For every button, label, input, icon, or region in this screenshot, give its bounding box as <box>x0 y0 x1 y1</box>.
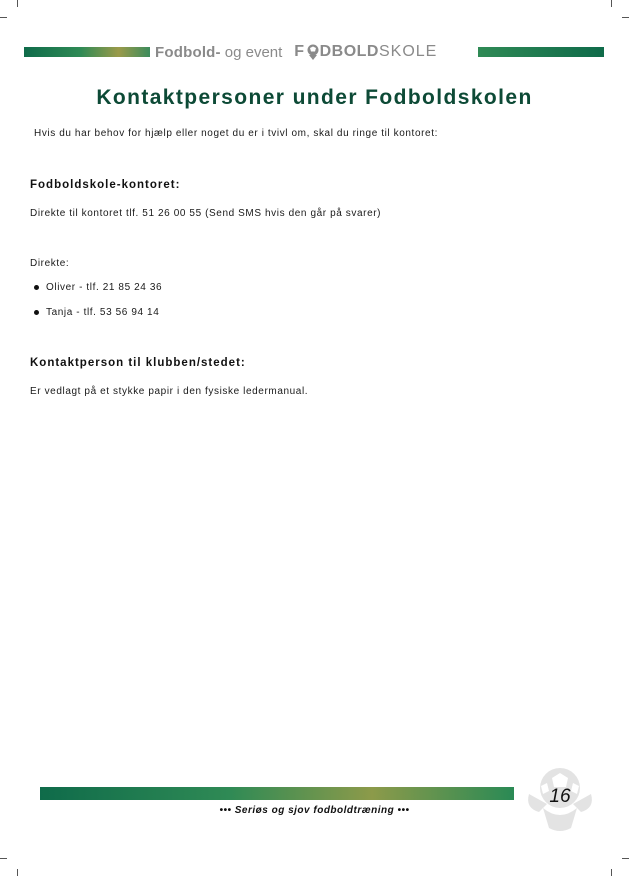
crop-mark <box>17 0 18 7</box>
brand-name-part1: Fodbold- <box>155 43 221 61</box>
crop-mark <box>17 869 18 876</box>
page-number: 16 <box>549 786 571 807</box>
footer-bar <box>40 787 514 800</box>
office-heading: Fodboldskole-kontoret: <box>30 179 181 191</box>
contact-tanja: Tanja - tlf. 53 56 94 14 <box>46 307 160 318</box>
direct-label: Direkte: <box>30 258 70 269</box>
crop-mark <box>622 17 629 18</box>
logo-letter-f: F <box>294 43 305 60</box>
crop-mark <box>622 858 629 859</box>
contact-oliver: Oliver - tlf. 21 85 24 36 <box>46 282 163 293</box>
bullet-icon <box>34 285 39 290</box>
list-item <box>34 307 162 332</box>
crop-mark <box>0 858 7 859</box>
logo-word-dbold: DBOLD <box>319 43 379 60</box>
crop-mark <box>0 17 7 18</box>
club-text: Er vedlagt på et stykke papir i den fysiske ledermanual. <box>30 386 309 397</box>
crop-mark <box>611 0 612 7</box>
header-bar-left <box>24 47 150 57</box>
header-bar-right <box>478 47 604 57</box>
list-item <box>34 282 162 307</box>
crop-mark <box>611 869 612 876</box>
office-phone-text: Direkte til kontoret tlf. 51 26 00 55 (Send SMS hvis den går på svarer) <box>30 208 382 219</box>
fodboldskole-logo <box>294 43 437 61</box>
intro-text: Hvis du har behov for hjælp eller noget du er i tvivl om, skal du ringe til kontoret: <box>34 128 438 139</box>
footer-tagline: ••• Seriøs og sjov fodboldtræning ••• <box>219 805 410 816</box>
page-title: Kontaktpersoner under Fodboldskolen <box>96 86 533 109</box>
brand-logo <box>155 40 437 64</box>
page-header <box>0 40 629 64</box>
bullet-icon <box>34 310 39 315</box>
club-heading: Kontaktperson til klubben/stedet: <box>30 357 246 369</box>
logo-word-skole: SKOLE <box>378 43 438 60</box>
football-mascot-icon <box>306 44 320 60</box>
direct-contact-list <box>34 282 162 332</box>
brand-name-part2: og event <box>224 43 283 61</box>
